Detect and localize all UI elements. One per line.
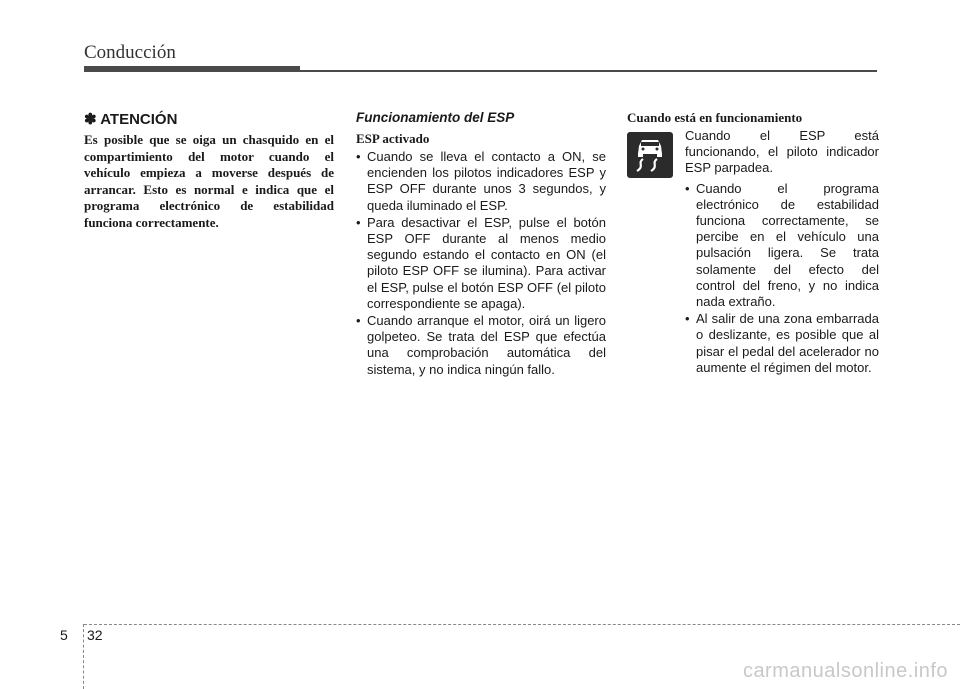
caution-title: ATENCIÓN xyxy=(100,111,178,128)
in-operation-list xyxy=(685,181,879,376)
bullet-icon: • xyxy=(356,313,361,329)
header-rule-thin xyxy=(300,70,877,72)
list-item-text: Cuando arranque el motor, oirá un ligero golpeteo. Se trata del ESP que efectúa una comprobación automática del sistema, y no indica ningún fallo. xyxy=(367,313,606,377)
chapter-number: 5 xyxy=(60,627,68,643)
bullet-icon: • xyxy=(685,311,690,327)
esp-activated-heading: ESP activado xyxy=(356,131,430,146)
caution-symbol-icon: ✽ xyxy=(84,111,97,128)
list-item xyxy=(356,313,606,378)
footer-rule-vertical xyxy=(83,624,84,689)
list-item-text: Para desactivar el ESP, pulse el botón ESP OFF durante al menos medio segundo estando el contacto en ON (el piloto ESP OFF se ilumina). Para activar el ESP, pulse el botón ESP OFF (el piloto correspondiente se apaga). xyxy=(367,214,606,311)
page-header-title: Conducción xyxy=(84,42,176,63)
list-item xyxy=(685,181,879,311)
list-item xyxy=(356,215,606,312)
esp-operation-section xyxy=(356,110,606,379)
list-item-text: Al salir de una zona embarrada o deslizante, es posible que al pisar el pedal del acelerador no aumente el régimen del motor. xyxy=(696,311,879,375)
bullet-icon: • xyxy=(356,214,361,230)
page-number: 32 xyxy=(87,627,103,643)
caution-heading xyxy=(84,110,334,128)
caution-section xyxy=(84,110,334,231)
bullet-icon: • xyxy=(356,149,361,164)
list-item-text: Cuando se lleva el contacto a ON, se encienden los pilotos indicadores ESP y ESP OFF durante unos 3 segundos, y queda iluminado el ESP. xyxy=(367,149,606,213)
in-operation-intro: Cuando el ESP está funcionando, el piloto indicador ESP parpadea. xyxy=(685,128,879,176)
list-item-text: Cuando el programa electrónico de estabilidad funciona correctamente, se percibe en el vehículo una pulsación ligera. Se trata solamente del efecto del control del freno, y no indica nada extraño. xyxy=(696,180,879,310)
in-operation-section xyxy=(627,110,879,377)
list-item xyxy=(356,149,606,214)
list-item xyxy=(685,311,879,376)
watermark: carmanualsonline.info xyxy=(742,660,948,682)
esp-activated-list xyxy=(356,149,606,378)
caution-text: Es posible que se oiga un chasquido en el compartimiento del motor cuando el vehículo empieza a moverse después de arrancar. Esto es normal e indica que el programa electrónico de estabilidad funciona correctamente. xyxy=(84,132,334,230)
footer-rule-horizontal xyxy=(84,624,960,625)
bullet-icon: • xyxy=(685,180,690,196)
in-operation-heading: Cuando está en funcionamiento xyxy=(627,110,803,125)
esp-skid-car-icon xyxy=(627,132,673,178)
header-rule-thick xyxy=(84,66,300,72)
esp-operation-title: Funcionamiento del ESP xyxy=(356,110,515,125)
